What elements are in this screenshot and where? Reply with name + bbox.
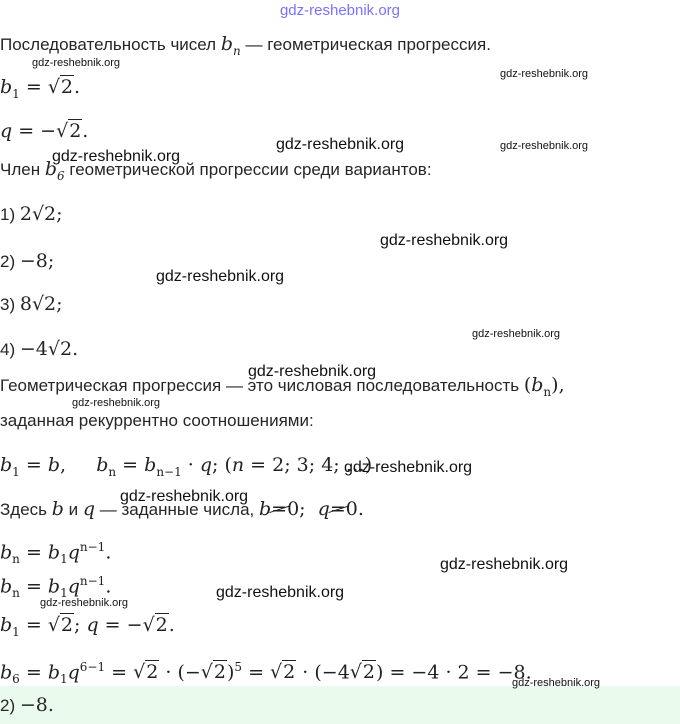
option-label: 3): [0, 295, 16, 314]
option-value: −4√2.: [19, 338, 79, 360]
intro-text: Последовательность чисел: [0, 35, 217, 54]
watermark: gdz-reshebnik.org: [40, 597, 129, 609]
definition-line-2: [0, 410, 314, 432]
option-value: 8√2;: [19, 293, 63, 315]
here-line: Здесь b и q — заданные числа, b=0; q=0.: [0, 498, 364, 520]
option-1: [0, 203, 63, 226]
watermark: gdz-reshebnik.org: [120, 488, 249, 505]
general-formula-1: $b_n = b_1q^{n-1}$.: [0, 540, 112, 567]
question-post: геометрической прогрессии среди вариантов:: [69, 160, 432, 179]
math-bn: $b_n$: [220, 33, 241, 58]
watermark: gdz-reshebnik.org: [500, 140, 589, 152]
math-b6: $b_6$: [44, 158, 65, 183]
definition-text: Геометрическая прогрессия — это числовая последовательность: [0, 376, 520, 395]
watermark: gdz-reshebnik.org: [500, 68, 589, 80]
question-pre: Член: [0, 160, 41, 179]
answer-box: [0, 686, 680, 724]
math-bn-seq: $(b_n)$,: [523, 374, 565, 399]
watermark: gdz-reshebnik.org: [52, 148, 181, 165]
option-4: [0, 338, 78, 361]
option-label: 4): [0, 340, 16, 359]
given-q: q = −√2.: [0, 120, 89, 142]
option-label: 2): [0, 252, 16, 271]
calculation-line: $b_6 = b_1q^{6-1} = √2 \cdot (-√2)^5 = √2 \cdot (-4√2) = -4 \cdot 2 = -8$.: [0, 660, 532, 687]
watermark-top[interactable]: gdz-reshebnik.org: [279, 2, 401, 19]
watermark: gdz-reshebnik.org: [380, 232, 509, 249]
watermark: gdz-reshebnik.org: [248, 363, 377, 380]
watermark: gdz-reshebnik.org: [156, 268, 285, 285]
substitution-line: $b_1 = √2$; q = −√2.: [0, 614, 175, 639]
option-value: −8;: [19, 250, 55, 272]
general-formula-2: $b_n = b_1q^{n-1}$.: [0, 574, 112, 601]
answer-label: 2): [0, 696, 16, 715]
watermark: gdz-reshebnik.org: [440, 556, 569, 573]
option-3: [0, 293, 63, 316]
recurrence-formula: $b_1 = b$, $b_n = b_{n-1} \cdot q$; (n = 2; 3; 4; …): [0, 454, 373, 479]
watermark: gdz-reshebnik.org: [216, 584, 345, 601]
and-text: и: [68, 500, 79, 519]
here-text: Здесь: [0, 500, 47, 519]
option-value: 2√2;: [19, 203, 63, 225]
answer-line: [0, 694, 54, 717]
watermark: gdz-reshebnik.org: [512, 677, 601, 689]
intro-tail: — геометрическая прогрессия.: [245, 35, 491, 54]
definition-text-2: заданная рекуррентно соотношениями:: [0, 411, 314, 430]
watermark: gdz-reshebnik.org: [276, 136, 405, 153]
watermark: gdz-reshebnik.org: [472, 328, 561, 340]
option-label: 1): [0, 205, 16, 224]
given-text: — заданные числа,: [99, 500, 255, 519]
answer-value: −8.: [19, 694, 54, 716]
given-b1: $b_1 = √2$.: [0, 76, 81, 101]
watermark: gdz-reshebnik.org: [32, 57, 121, 69]
watermark: gdz-reshebnik.org: [72, 397, 161, 409]
watermark: gdz-reshebnik.org: [344, 459, 473, 476]
option-2: [0, 250, 54, 273]
